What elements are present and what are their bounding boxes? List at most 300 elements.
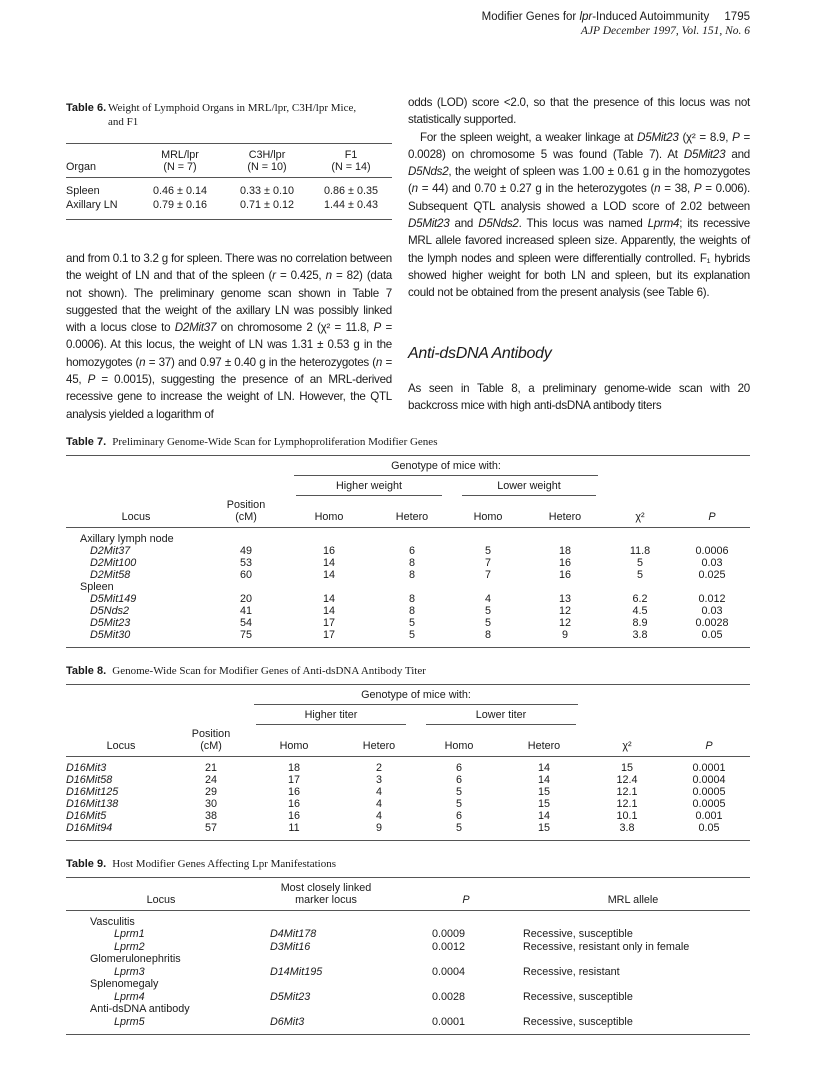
value: Recessive, resistant only in female: [523, 940, 690, 953]
value: 0.0009: [432, 928, 466, 941]
cell-value: [606, 605, 674, 617]
value: Recessive, susceptible: [523, 1015, 633, 1028]
paragraph: [66, 250, 392, 423]
italic-term: P: [373, 321, 382, 335]
subgroup-row: [66, 705, 750, 725]
value: 5: [484, 544, 491, 557]
value: 0.03: [701, 604, 723, 617]
column-header: [452, 496, 524, 528]
cell-value: [176, 786, 246, 798]
table-row: [66, 1016, 750, 1035]
table9-caption: [66, 857, 750, 871]
cell-value: [286, 545, 372, 557]
value: 15: [620, 761, 633, 774]
locus-name: [66, 569, 206, 581]
value: 5: [408, 616, 415, 629]
value: 0.0005: [692, 785, 726, 798]
cell-value: [606, 557, 674, 569]
subgroup-label: Lower titer: [426, 709, 576, 725]
group-label: Anti-dsDNA antibody: [90, 1003, 190, 1016]
value: 0.0012: [432, 940, 466, 953]
cell-value: [674, 629, 750, 648]
column-header: [502, 725, 586, 757]
group-label: Spleen: [80, 580, 114, 593]
value: 54: [239, 616, 252, 629]
value: 14: [322, 568, 335, 581]
section-heading: Anti-dsDNA Antibody: [408, 344, 552, 362]
value: 14: [322, 592, 335, 605]
locus-name: [66, 798, 176, 810]
marker-locus: [256, 991, 416, 1004]
cell-value: [342, 822, 416, 841]
value: 8: [408, 556, 415, 569]
value: 75: [239, 628, 252, 641]
header-text: Locus: [146, 893, 176, 906]
value: 5: [455, 797, 462, 810]
p-value: [416, 991, 516, 1004]
value: 4: [375, 785, 382, 798]
text-run: = 45,: [66, 355, 392, 387]
mrl-allele: [516, 991, 750, 1004]
cell-value: [586, 810, 668, 822]
header-text: Homo: [444, 739, 474, 752]
left-column: [66, 94, 392, 423]
value: 12: [558, 604, 571, 617]
column-header: [286, 496, 372, 528]
column-header: [66, 144, 136, 178]
text-run: = 44) and 0.70 ± 0.27 g in the heterozygotes (: [417, 182, 655, 196]
value: 8.9: [632, 616, 648, 629]
value: 18: [558, 544, 571, 557]
text-run: = 0.0006). At this locus, the weight of LN was 1.31 ± 0.53 g in the homozygotes (: [66, 321, 392, 369]
spacer: [674, 455, 750, 476]
cell-value: [246, 774, 342, 786]
cell-value: [286, 557, 372, 569]
locus-name: [66, 557, 206, 569]
header-line: Organ: [66, 161, 97, 173]
value: 16: [287, 809, 300, 822]
italic-term: n: [411, 182, 418, 196]
cell-value: [206, 593, 286, 605]
value: 8: [408, 592, 415, 605]
italic-term: n: [654, 182, 661, 196]
value: Lprm2: [114, 940, 145, 953]
value: Recessive, resistant: [523, 965, 620, 978]
group-row: [66, 527, 750, 545]
value: 60: [239, 568, 252, 581]
cell-value: [668, 822, 750, 841]
cell-value: [452, 617, 524, 629]
mrl-allele: [516, 1016, 750, 1035]
header-line: Most closely linked: [280, 881, 372, 894]
right-column: [408, 94, 750, 414]
cell-value: [586, 786, 668, 798]
column-header: [416, 725, 502, 757]
value: 14: [322, 604, 335, 617]
table-row: [66, 545, 750, 557]
cell-value: [452, 629, 524, 648]
column-header-row: [66, 877, 750, 910]
locus-name: [66, 756, 176, 774]
cell-value: [342, 756, 416, 774]
table-row: [66, 991, 750, 1004]
cell-value: [246, 798, 342, 810]
value: 6: [455, 773, 462, 786]
value: 6.2: [632, 592, 648, 605]
cell-value: [606, 617, 674, 629]
genotype-header-text: Genotype of mice with:: [294, 460, 598, 476]
cell-value: [524, 593, 606, 605]
locus: D2Mit100: [90, 556, 137, 569]
cell-value: [452, 605, 524, 617]
header-line: C3H/lpr: [248, 149, 286, 161]
marker-locus: [256, 941, 416, 954]
cell-value: [176, 810, 246, 822]
value: 0.0006: [695, 544, 729, 557]
header-line: F1: [344, 149, 358, 161]
spacer: [176, 684, 246, 705]
running-title-end: -Induced Autoimmunity: [592, 11, 710, 23]
locus: D16Mit58: [66, 773, 113, 786]
cell-value: [586, 756, 668, 774]
table-row: [66, 786, 750, 798]
spacer: [668, 705, 750, 725]
left-column-text: [66, 250, 392, 423]
table7-title: Preliminary Genome-Wide Scan for Lymphoproliferation Modifier Genes: [112, 435, 438, 448]
value: Recessive, susceptible: [523, 990, 633, 1003]
column-header: [136, 144, 224, 178]
header-line-n: (N = 14): [331, 161, 371, 173]
table-row: [66, 774, 750, 786]
column-header: [606, 496, 674, 528]
value: 8: [484, 628, 491, 641]
column-header: [310, 144, 392, 178]
locus: D16Mit3: [66, 761, 107, 774]
cell-value: [206, 605, 286, 617]
locus-name: [66, 593, 206, 605]
value: 15: [537, 821, 550, 834]
value: 12: [558, 616, 571, 629]
value: 16: [287, 797, 300, 810]
value: 17: [287, 773, 300, 786]
value: 4: [375, 797, 382, 810]
value: 0.0001: [692, 761, 726, 774]
table-row: [66, 605, 750, 617]
header-text: Hetero: [527, 739, 561, 752]
text-run: = 37) and 0.97 ± 0.40 g in the heterozygotes (: [145, 355, 376, 369]
value: 12.4: [616, 773, 638, 786]
value: 8: [408, 568, 415, 581]
mrl-allele: [516, 941, 750, 954]
spacer: [674, 476, 750, 496]
cell-value: [372, 605, 452, 617]
cell-value: [246, 756, 342, 774]
value: 16: [287, 785, 300, 798]
subgroup-header: [286, 476, 452, 496]
value: D6Mit3: [270, 1015, 305, 1028]
cell-value: [342, 798, 416, 810]
cell-value: [668, 798, 750, 810]
value: 15: [537, 785, 550, 798]
group-label: Axillary lymph node: [80, 532, 174, 545]
locus-name: [66, 617, 206, 629]
value: 3.8: [619, 821, 635, 834]
genotype-header: [246, 684, 586, 705]
column-header: [668, 725, 750, 757]
spacer: [586, 684, 668, 705]
table-row: [66, 756, 750, 774]
header-text: Hetero: [395, 510, 429, 523]
locus: D2Mit58: [90, 568, 131, 581]
spacer: [668, 684, 750, 705]
cell-value: [502, 756, 586, 774]
organ-name: Spleen: [66, 185, 100, 197]
cell-value: [416, 822, 502, 841]
locus: D5Mit30: [90, 628, 131, 641]
table-row: [66, 557, 750, 569]
value: 17: [322, 616, 335, 629]
value: 0.012: [698, 592, 726, 605]
cell-value: 0.46 ± 0.14: [153, 185, 207, 197]
group-label: Vasculitis: [90, 915, 135, 928]
p-value: [416, 941, 516, 954]
cell-value: 0.71 ± 0.12: [240, 199, 294, 211]
cell-value: [524, 605, 606, 617]
value: 7: [484, 568, 491, 581]
italic-term: D5Mit23: [683, 147, 726, 161]
p-value: [416, 1016, 516, 1035]
cell-value: [286, 629, 372, 648]
value: 57: [204, 821, 217, 834]
table9-label: Table 9.: [66, 857, 107, 870]
cell-value: [674, 593, 750, 605]
italic-term: P: [693, 182, 702, 196]
value: 15: [537, 797, 550, 810]
value: 17: [322, 628, 335, 641]
group-row: [66, 1003, 750, 1016]
table7-label: Table 7.: [66, 435, 107, 448]
spacer: [606, 455, 674, 476]
cell-value: [524, 629, 606, 648]
table9: [66, 877, 750, 1036]
cell-value: [176, 774, 246, 786]
cell-value: [452, 569, 524, 581]
header-text: Hetero: [548, 510, 582, 523]
value: 5: [455, 785, 462, 798]
locus: D5Mit23: [90, 616, 131, 629]
column-header: [66, 877, 256, 910]
value: 0.025: [698, 568, 726, 581]
subgroup-label: Lower weight: [462, 480, 596, 496]
page-number: 1795: [724, 11, 750, 23]
table6: [66, 143, 392, 220]
journal-citation: AJP December 1997, Vol. 151, No. 6: [580, 25, 750, 37]
locus: D16Mit94: [66, 821, 113, 834]
italic-term: D5Nds2: [478, 217, 519, 231]
cell-value: [524, 557, 606, 569]
table8: [66, 684, 750, 841]
cell-value: [246, 810, 342, 822]
locus-name: [66, 941, 256, 954]
locus: D16Mit138: [66, 797, 119, 810]
cell-value: [502, 786, 586, 798]
column-header: [66, 496, 206, 528]
group-label: Glomerulonephritis: [90, 953, 181, 966]
value: 6: [455, 761, 462, 774]
table-row: [66, 822, 750, 841]
table-row: [66, 810, 750, 822]
cell-value: [342, 786, 416, 798]
table-row: [66, 198, 392, 220]
header-line: Position: [226, 498, 266, 511]
spacer: [66, 476, 206, 496]
cell-value: [668, 774, 750, 786]
value: 49: [239, 544, 252, 557]
italic-term: n: [325, 269, 332, 283]
header-line: (cM): [235, 510, 257, 523]
cell-value: [372, 617, 452, 629]
text-run: (χ² = 8.9,: [678, 130, 733, 144]
value: Lprm1: [114, 928, 145, 941]
cell-value: [206, 557, 286, 569]
value: 0.0005: [692, 797, 726, 810]
spacer: [586, 705, 668, 725]
cell-value: [524, 569, 606, 581]
value: 4.5: [632, 604, 648, 617]
group-row: [66, 910, 750, 928]
value: 14: [322, 556, 335, 569]
cell-value: [372, 557, 452, 569]
cell-value: [674, 617, 750, 629]
spacer: [66, 455, 206, 476]
subgroup-row: [66, 476, 750, 496]
cell-value: 0.33 ± 0.10: [240, 185, 294, 197]
table-row: [66, 928, 750, 941]
locus-name: [66, 605, 206, 617]
column-header: [372, 496, 452, 528]
subgroup-header: [452, 476, 606, 496]
text-run: = 0.006). Subsequent QTL analysis showed a LOD score of 2.02 between: [408, 182, 750, 213]
group-row: [66, 953, 750, 966]
value: 3.8: [632, 628, 648, 641]
cell-value: [668, 810, 750, 822]
cell-value: [586, 798, 668, 810]
cell-value: [342, 774, 416, 786]
value: Lprm3: [114, 965, 145, 978]
right-column-text: [408, 94, 750, 302]
value: D3Mit16: [270, 940, 311, 953]
cell-value: [176, 798, 246, 810]
genotype-header-text: Genotype of mice with:: [254, 689, 578, 705]
header-text: Homo: [314, 510, 344, 523]
value: 0.0004: [692, 773, 726, 786]
column-header: [674, 496, 750, 528]
italic-term: Lprm4: [647, 217, 680, 231]
value: 5: [636, 568, 643, 581]
subgroup-label: Higher titer: [256, 709, 406, 725]
locus-name: [66, 786, 176, 798]
locus-name: [66, 810, 176, 822]
locus: D5Nds2: [90, 604, 130, 617]
italic-term: P: [732, 130, 740, 144]
paragraph: [408, 94, 750, 129]
cell-value: [416, 786, 502, 798]
group-row: [66, 978, 750, 991]
cell-value: [606, 629, 674, 648]
column-header-row: [66, 725, 750, 757]
text-run: = 38,: [660, 182, 694, 196]
value: 24: [204, 773, 217, 786]
locus-name: [66, 1016, 256, 1035]
spacer: [206, 476, 286, 496]
header-line-n: (N = 7): [163, 161, 197, 173]
italic-term: r: [272, 269, 276, 283]
cell-value: [372, 629, 452, 648]
organ-name: Axillary LN: [66, 199, 118, 211]
value: D5Mit23: [270, 990, 311, 1003]
value: 8: [408, 604, 415, 617]
running-title: Modifier Genes for: [481, 11, 580, 23]
marker-locus: [256, 966, 416, 979]
value: 0.0028: [695, 616, 729, 629]
cell-value: [176, 822, 246, 841]
table7: [66, 455, 750, 648]
locus: D5Mit149: [90, 592, 137, 605]
value: 6: [408, 544, 415, 557]
locus-name: [66, 822, 176, 841]
cell-value: [668, 756, 750, 774]
value: 5: [636, 556, 643, 569]
cell-value: [372, 545, 452, 557]
value: 5: [408, 628, 415, 641]
table8-title: Genome-Wide Scan for Modifier Genes of Anti-dsDNA Antibody Titer: [112, 664, 426, 677]
table-row: [66, 617, 750, 629]
spacer: [176, 705, 246, 725]
two-column-text: [66, 94, 750, 423]
text-run: odds (LOD) score <2.0, so that the presence of this locus was not statistically supported.: [408, 96, 750, 127]
table8-caption: [66, 664, 750, 678]
italic-term: P: [87, 373, 96, 387]
paragraph: [408, 380, 750, 415]
cell-value: [606, 545, 674, 557]
cell-value: [206, 545, 286, 557]
table-row: [66, 629, 750, 648]
locus: D16Mit125: [66, 785, 119, 798]
header-text: χ²: [635, 510, 645, 523]
header-text: P: [708, 510, 716, 523]
value: D4Mit178: [270, 928, 317, 941]
cell-value: 0.79 ± 0.16: [153, 199, 207, 211]
value: 0.0004: [432, 965, 466, 978]
cell-value: [372, 569, 452, 581]
locus-name: [66, 774, 176, 786]
cell-value: [286, 593, 372, 605]
column-header: [342, 725, 416, 757]
text-run: and from 0.1 to 3.2 g for spleen. There was no correlation between the weight of LN and that of the spleen (: [66, 252, 392, 283]
spacer: [206, 455, 286, 476]
cell-value: [502, 810, 586, 822]
value: 18: [287, 761, 300, 774]
header-text: Homo: [473, 510, 503, 523]
cell-value: [176, 756, 246, 774]
genotype-header: [286, 455, 606, 476]
column-header: [256, 877, 416, 910]
value: 4: [375, 809, 382, 822]
value: Recessive, susceptible: [523, 928, 633, 941]
value: 0.05: [701, 628, 723, 641]
cell-value: [416, 810, 502, 822]
cell-value: [502, 798, 586, 810]
